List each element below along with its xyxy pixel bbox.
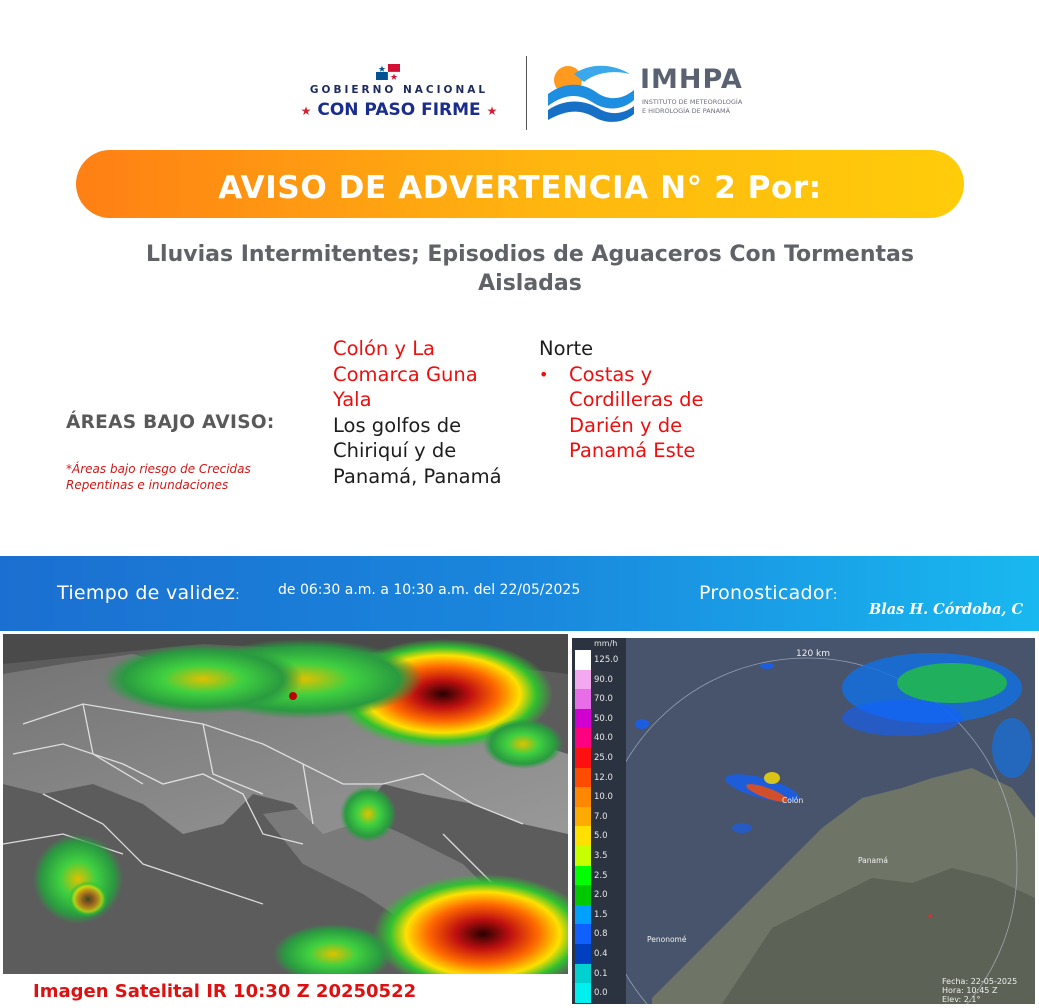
- scale-swatch: [575, 787, 591, 807]
- satellite-image: [3, 634, 568, 974]
- scale-value: 0.8: [594, 929, 608, 940]
- scale-value: 70.0: [594, 694, 613, 705]
- imhpa-sub-line1: INSTITUTO DE METEOROLOGÍA: [642, 98, 743, 106]
- scale-swatch: [575, 983, 591, 1003]
- scale-swatch: [575, 846, 591, 866]
- radar-map: [572, 638, 1035, 1004]
- panama-flag-icon: [376, 64, 400, 80]
- scale-row: [572, 964, 626, 984]
- scale-value: 0.1: [594, 968, 608, 979]
- scale-swatch: [575, 728, 591, 748]
- gov-line2: [288, 100, 510, 120]
- star-icon: ★: [300, 104, 312, 118]
- scale-row: [572, 924, 626, 944]
- imhpa-sub-line2: E HIDROLOGÍA DE PANAMÁ: [642, 107, 731, 115]
- scale-value: 7.0: [594, 811, 608, 822]
- scale-swatch: [575, 768, 591, 788]
- area-line: Panamá, Panamá: [333, 464, 502, 488]
- validity-value: de 06:30 a.m. a 10:30 a.m. del 22/05/2025: [278, 582, 581, 598]
- area-line: Panamá Este: [569, 439, 696, 462]
- scale-row: [572, 807, 626, 827]
- star-icon: ★: [486, 104, 498, 118]
- scale-value: 0.4: [594, 949, 608, 959]
- radar-range-label: 120 km: [796, 649, 831, 659]
- scale-row: [572, 944, 626, 964]
- scale-value: 1.5: [594, 909, 608, 920]
- warning-banner: [76, 150, 964, 218]
- area-line: Comarca Guna: [333, 362, 478, 386]
- imhpa-logo: [544, 60, 774, 126]
- satellite-map: [3, 634, 568, 974]
- scale-swatch: [575, 866, 591, 886]
- scale-row: [572, 826, 626, 846]
- areas-label: ÁREAS BAJO AVISO:: [66, 412, 275, 433]
- scale-row: [572, 846, 626, 866]
- scale-row: [572, 670, 626, 690]
- scale-value: 90.0: [594, 674, 613, 685]
- area-line: Cordilleras de: [569, 388, 704, 411]
- scale-value: 3.5: [594, 851, 608, 861]
- area-line: Norte: [539, 337, 594, 360]
- scale-swatch: [575, 964, 591, 984]
- area-line: Los golfos de: [333, 413, 462, 437]
- scale-swatch: [575, 650, 591, 670]
- area-line: Chiriquí y de: [333, 439, 457, 462]
- forecaster-name: Blas H. Córdoba, C: [869, 601, 1023, 618]
- scale-row: [572, 728, 626, 748]
- area-line: Costas y: [569, 362, 653, 386]
- imhpa-wave-icon: [544, 60, 636, 126]
- scale-value: 40.0: [594, 733, 613, 744]
- area-line: Colón y La: [333, 337, 436, 360]
- scale-row: [572, 983, 626, 1003]
- scale-swatch: [575, 748, 591, 768]
- radar-fecha: Fecha: 22-05-2025: [942, 977, 1018, 986]
- scale-swatch: [575, 905, 591, 925]
- validity-colon: :: [235, 588, 240, 603]
- warning-title: AVISO DE ADVERTENCIA N° 2 Por:: [218, 170, 822, 206]
- scale-swatch: [575, 670, 591, 690]
- radar-scale: [572, 638, 626, 1004]
- validity-bar: [0, 556, 1039, 631]
- scale-swatch: [575, 944, 591, 964]
- area-line: Yala: [333, 388, 372, 411]
- radar-image: [572, 638, 1035, 1004]
- scale-swatch: [575, 709, 591, 729]
- forecaster-colon: :: [832, 588, 838, 603]
- gobierno-nacional-logo: [288, 62, 510, 130]
- scale-row: [572, 866, 626, 886]
- scale-value: 125.0: [594, 655, 619, 665]
- validity-label-text: Tiempo de validez: [57, 582, 236, 604]
- scale-value: 25.0: [594, 753, 613, 763]
- scale-row: [572, 787, 626, 807]
- areas-note: *Áreas bajo riesgo de Crecidas Repentinas e inundaciones: [66, 462, 251, 492]
- place-penonome: Penonomé: [647, 935, 687, 944]
- scale-row: [572, 709, 626, 729]
- scale-swatch: [575, 885, 591, 905]
- scale-swatch: [575, 924, 591, 944]
- area-bullet-item: [539, 362, 739, 464]
- radar-elev: Elev: 2.1°: [942, 995, 981, 1004]
- scale-row: [572, 768, 626, 788]
- place-colon: Colón: [782, 796, 804, 805]
- imhpa-subtitle: [642, 98, 782, 116]
- logo-divider: [526, 56, 527, 130]
- scale-value: 0.0: [594, 988, 608, 999]
- subtitle-line2: Aisladas: [478, 271, 582, 296]
- scale-row: [572, 748, 626, 768]
- place-panama: Panamá: [858, 856, 889, 865]
- warning-subtitle: [100, 240, 960, 298]
- radar-metadata: [942, 977, 1017, 1004]
- imhpa-title: IMHPA: [640, 64, 743, 95]
- area-line: Darién y de: [569, 413, 683, 437]
- subtitle-line1: Lluvias Intermitentes; Episodios de Aguaceros Con Tormentas: [146, 242, 914, 267]
- scale-value: 50.0: [594, 713, 613, 724]
- radar-hora: Hora: 10:45 Z: [942, 986, 998, 995]
- scale-value: 10.0: [594, 792, 613, 803]
- forecaster-label: [699, 582, 838, 604]
- validity-label: [57, 582, 240, 604]
- areas-column-2: [539, 336, 739, 464]
- scale-value: 2.5: [594, 870, 608, 881]
- area-bullet-text: [569, 362, 704, 464]
- scale-swatch: [575, 689, 591, 709]
- areas-column-1: [333, 336, 533, 489]
- scale-value: 5.0: [594, 831, 608, 842]
- scale-row: [572, 689, 626, 709]
- scale-swatch: [575, 807, 591, 827]
- scale-row: [572, 905, 626, 925]
- bullet-icon: •: [539, 364, 549, 384]
- scale-row: [572, 650, 626, 670]
- scale-row: [572, 885, 626, 905]
- forecaster-label-text: Pronosticador: [699, 582, 833, 604]
- gov-line1: GOBIERNO NACIONAL: [309, 84, 489, 96]
- scale-swatch: [575, 826, 591, 846]
- scale-value: 2.0: [594, 890, 608, 901]
- gov-slogan: CON PASO FIRME: [317, 100, 481, 120]
- scale-unit: mm/h: [594, 639, 618, 648]
- scale-value: 12.0: [594, 772, 613, 783]
- satellite-caption: Imagen Satelital IR 10:30 Z 20250522: [33, 981, 417, 1002]
